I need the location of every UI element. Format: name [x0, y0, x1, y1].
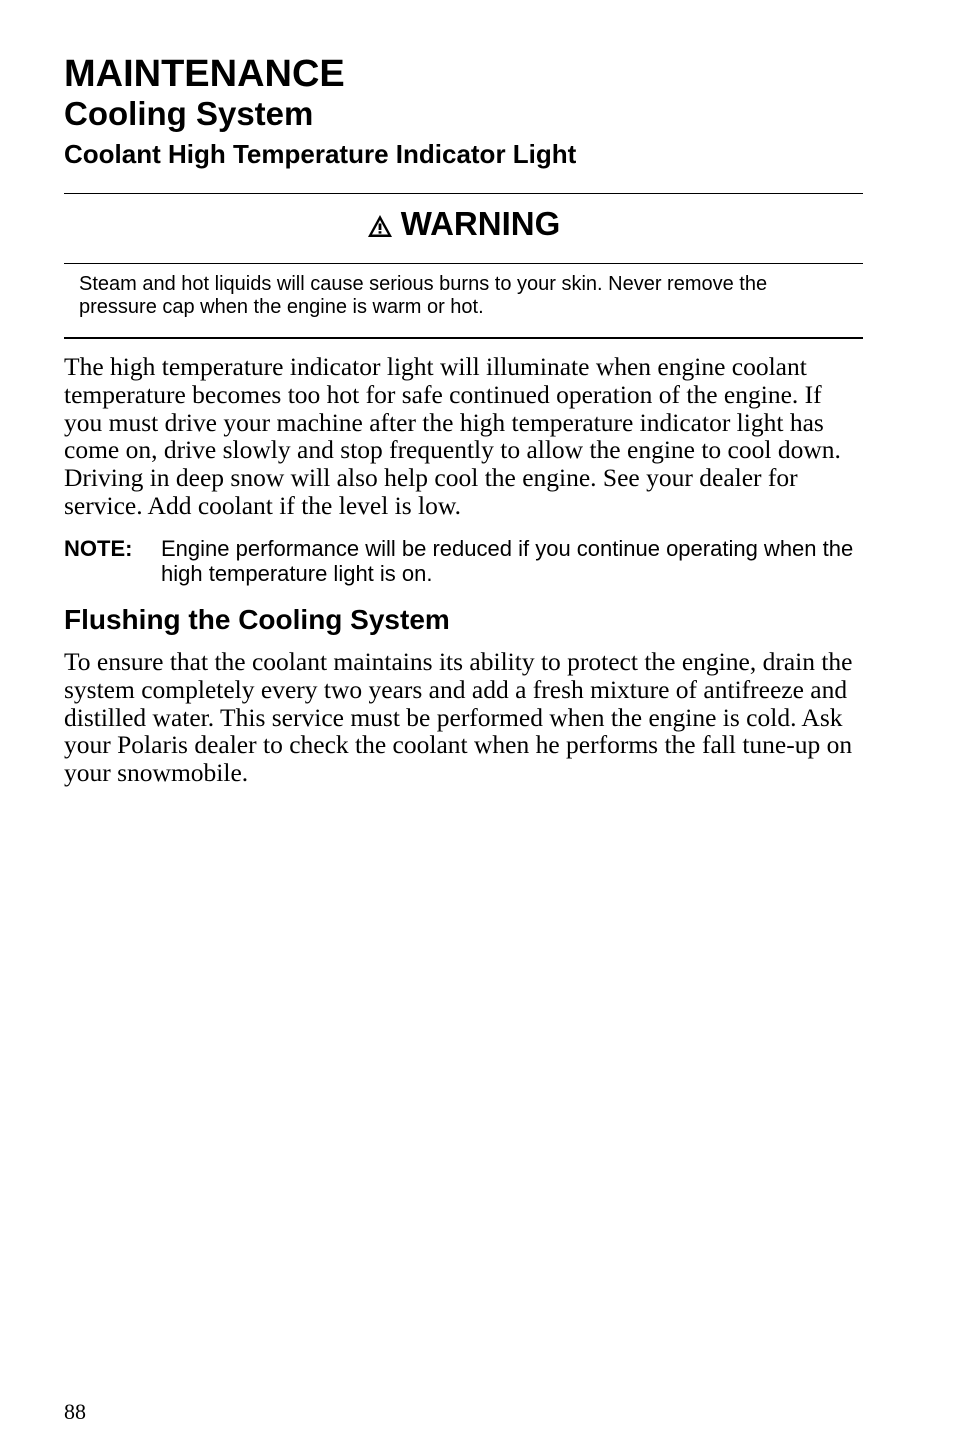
warning-title: WARNING: [400, 205, 561, 242]
warning-text: Steam and hot liquids will cause serious burns to your skin. Never remove the pressure cap when the engine is warm or hot.: [79, 273, 768, 318]
page-number: 88: [64, 1399, 86, 1424]
warning-mid-divider: [64, 263, 863, 264]
indicator-light-paragraph: The high temperature indicator light will illuminate when engine coolant temperature becomes too hot for safe continued operation of the engine. If you must drive your machine after the high temperature indicator light has come on, drive slowly and stop frequently to allow the engine to cool down. Driving in deep snow will also help cool the engine. See your dealer for service. Add coolant if the level is low.: [64, 352, 841, 520]
flushing-heading: Flushing the Cooling System: [64, 604, 450, 635]
topic-title: Coolant High Temperature Indicator Light: [64, 139, 577, 169]
note-text: Engine performance will be reduced if you continue operating when the high temperature light is on.: [161, 536, 854, 586]
section-title: MAINTENANCE: [64, 53, 345, 95]
warning-top-divider: [64, 193, 863, 194]
flushing-paragraph: To ensure that the coolant maintains its ability to protect the engine, drain the system completely every two years and add a fresh mixture of antifreeze and distilled water. This service must be performed when the engine is cold. Ask your Polaris dealer to check the coolant when he performs the fall tune-up on your snowmobile.: [64, 647, 853, 788]
warning-heading: [64, 204, 863, 244]
warning-triangle-icon: [367, 214, 393, 238]
note-label: NOTE:: [64, 536, 133, 561]
warning-bottom-divider: [64, 337, 863, 339]
subsection-title: Cooling System: [64, 95, 314, 132]
